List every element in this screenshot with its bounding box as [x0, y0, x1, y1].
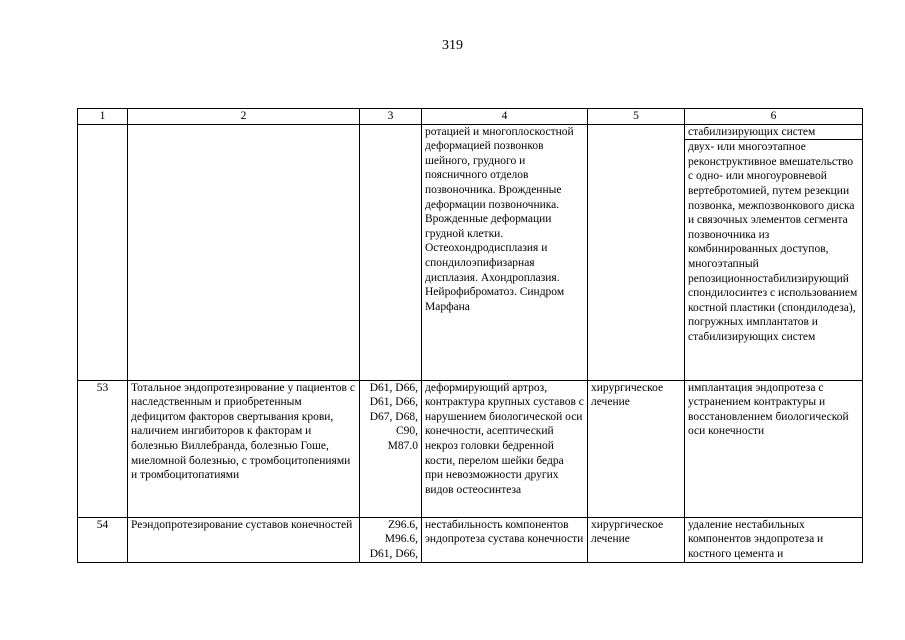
cell-codes: D61, D66, D61, D66, D67, D68, C90, M87.0 — [360, 380, 422, 517]
method-part-b: двух- или многоэтапное реконструктивное вмешательство с одно- или многоуровневой вертебротомией, путем резекции позвонка, межпозвонкового диска и связочных элементов сегмента позвоночника из комбинированных доступов, многоэтапный репозиционностабилизирующий спондилосинтез с использованием костной пластики (спондилодеза), погружных имплантатов и стабилизирующих систем — [685, 139, 862, 344]
cell-name: Реэндопротезирование суставов конечностей — [128, 517, 360, 562]
header-col-1: 1 — [78, 109, 128, 125]
cell-num: 53 — [78, 380, 128, 517]
header-col-6: 6 — [685, 109, 863, 125]
table-row — [78, 517, 863, 562]
header-col-5: 5 — [588, 109, 685, 125]
header-col-4: 4 — [422, 109, 588, 125]
table-row-continuation — [78, 124, 863, 380]
cell-num — [78, 124, 128, 380]
cell-codes — [360, 124, 422, 380]
page-number: 319 — [442, 38, 463, 53]
header-col-2: 2 — [128, 109, 360, 125]
cell-type: хирургическое лечение — [588, 380, 685, 517]
cell-name — [128, 124, 360, 380]
header-col-3: 3 — [360, 109, 422, 125]
cell-type — [588, 124, 685, 380]
method-part-a: стабилизирующих систем — [688, 125, 816, 138]
cell-model: нестабильность компонентов эндопротеза сустава конечности — [422, 517, 588, 562]
medical-procedures-table — [77, 108, 863, 563]
cell-num: 54 — [78, 517, 128, 562]
cell-codes: Z96.6, M96.6, D61, D66, — [360, 517, 422, 562]
cell-method: удаление нестабильных компонентов эндопротеза и костного цемента и — [685, 517, 863, 562]
cell-type: хирургическое лечение — [588, 517, 685, 562]
cell-name: Тотальное эндопротезирование у пациентов с наследственным и приобретенным дефицитом факторов свертывания крови, наличием ингибиторов к факторам и болезнью Виллебранда, болезнью Гоше, миеломной болезнью, с тромбоцитопениями и тромбоцитопатиями — [128, 380, 360, 517]
cell-method: имплантация эндопротеза с устранением контрактуры и восстановлением биологической оси конечности — [685, 380, 863, 517]
cell-method — [685, 124, 863, 380]
cell-model: деформирующий артроз, контрактура крупных суставов с нарушением биологической оси конечности, асептический некроз головки бедренной кости, перелом шейки бедра при невозможности других видов остеосинтеза — [422, 380, 588, 517]
cell-model: ротацией и многоплоскостной деформацией позвонков шейного, грудного и поясничного отделов позвоночника. Врожденные деформации позвоночника. Врожденные деформации грудной клетки. Остеохондродисплазия и спондилоэпифизарная дисплазия. Ахондроплазия. Нейрофиброматоз. Синдром Марфана — [422, 124, 588, 380]
table-row — [78, 380, 863, 517]
table-header-row — [78, 109, 863, 125]
